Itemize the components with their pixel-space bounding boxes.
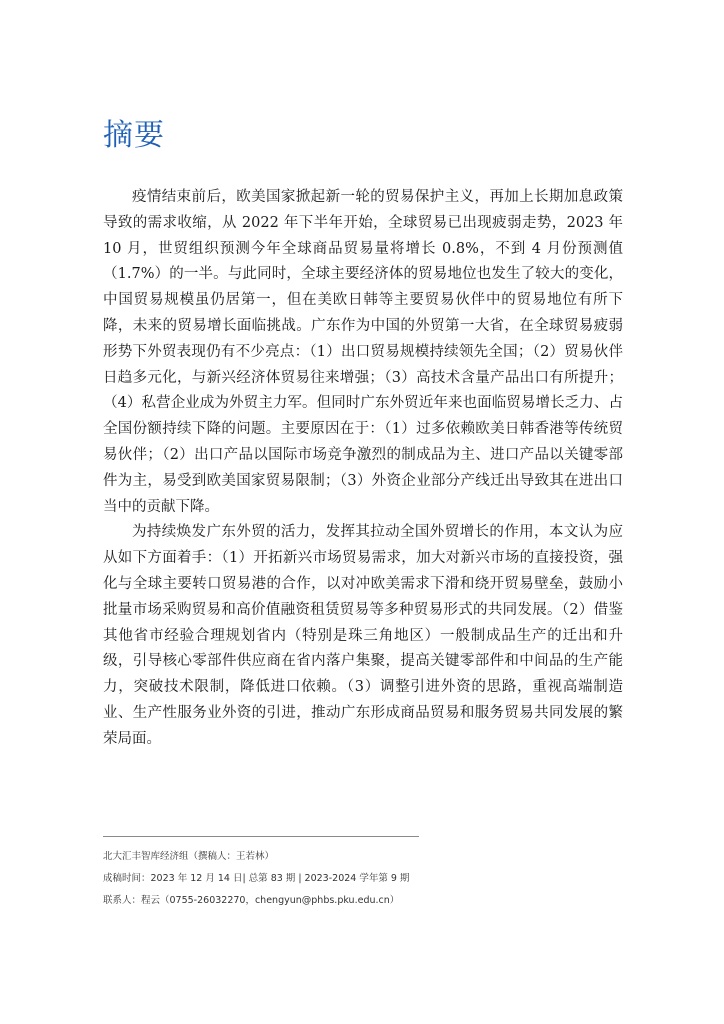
contact-line: 联系人：程云（0755-26032270，chengyun@phbs.pku.edu.cn） xyxy=(103,895,400,906)
abstract-paragraph-1: 疫情结束前后，欧美国家掀起新一轮的贸易保护主义，再加上长期加息政策导致的需求收缩，从 2022 年下半年开始，全球贸易已出现疲弱走势，2023 年 10 月，世贸组织预测今年全球商品贸易量将增长 0.8%，不到 4 月份预测值（1.7%）的一半。与此同时，全球主要经济体的贸易地位也发生了较大的变化，中国贸易规模虽仍居第一，但在美欧日韩等主要贸易伙伴中的贸易地位有所下降，未来的贸易增长面临挑战。广东作为中国的外贸第一大省，在全球贸易疲弱形势下外贸表现仍有不少亮点：（1）出口贸易规模持续领先全国；（2）贸易伙伴日趋多元化，与新兴经济体贸易往来增强；（3）高技术含量产品出口有所提升；（4）私营企业成为外贸主力军。但同时广东外贸近年来也面临贸易增长乏力、占全国份额持续下降的问题。主要原因在于：（1）过多依赖欧美日韩香港等传统贸易伙伴；（2）出口产品以国际市场竞争激烈的制成品为主、进口产品以关键零部件为主，易受到欧美国家贸易限制；（3）外资企业部分产线迁出导致其在进出口当中的贡献下降。 xyxy=(103,189,623,515)
abstract-paragraph-2: 为持续焕发广东外贸的活力，发挥其拉动全国外贸增长的作用，本文认为应从如下方面着手：（1）开拓新兴市场贸易需求，加大对新兴市场的直接投资，强化与全球主要转口贸易港的合作，以对冲欧美需求下滑和绕开贸易壁垒，鼓励小批量市场采购贸易和高价值融资租赁贸易等多种贸易形式的共同发展。（2）借鉴其他省市经验合理规划省内（特别是珠三角地区）一般制成品生产的迁出和升级，引导核心零部件供应商在省内落户集聚，提高关键零部件和中间品的生产能力，突破技术限制，降低进口依赖。（3）调整引进外资的思路，重视高端制造业、生产性服务业外资的引进，推动广东形成商品贸易和服务贸易共同发展的繁荣局面。 xyxy=(103,524,623,747)
footer-divider xyxy=(103,836,419,837)
date-line: 成稿时间：2023 年 12 月 14 日| 总第 83 期 | 2023-2024 学年第 9 期 xyxy=(103,873,410,884)
page-title: 摘要 xyxy=(103,118,165,153)
author-line: 北大汇丰智库经济组（撰稿人：王若林） xyxy=(103,851,275,862)
footer-info xyxy=(103,846,623,912)
abstract-body xyxy=(103,185,623,753)
